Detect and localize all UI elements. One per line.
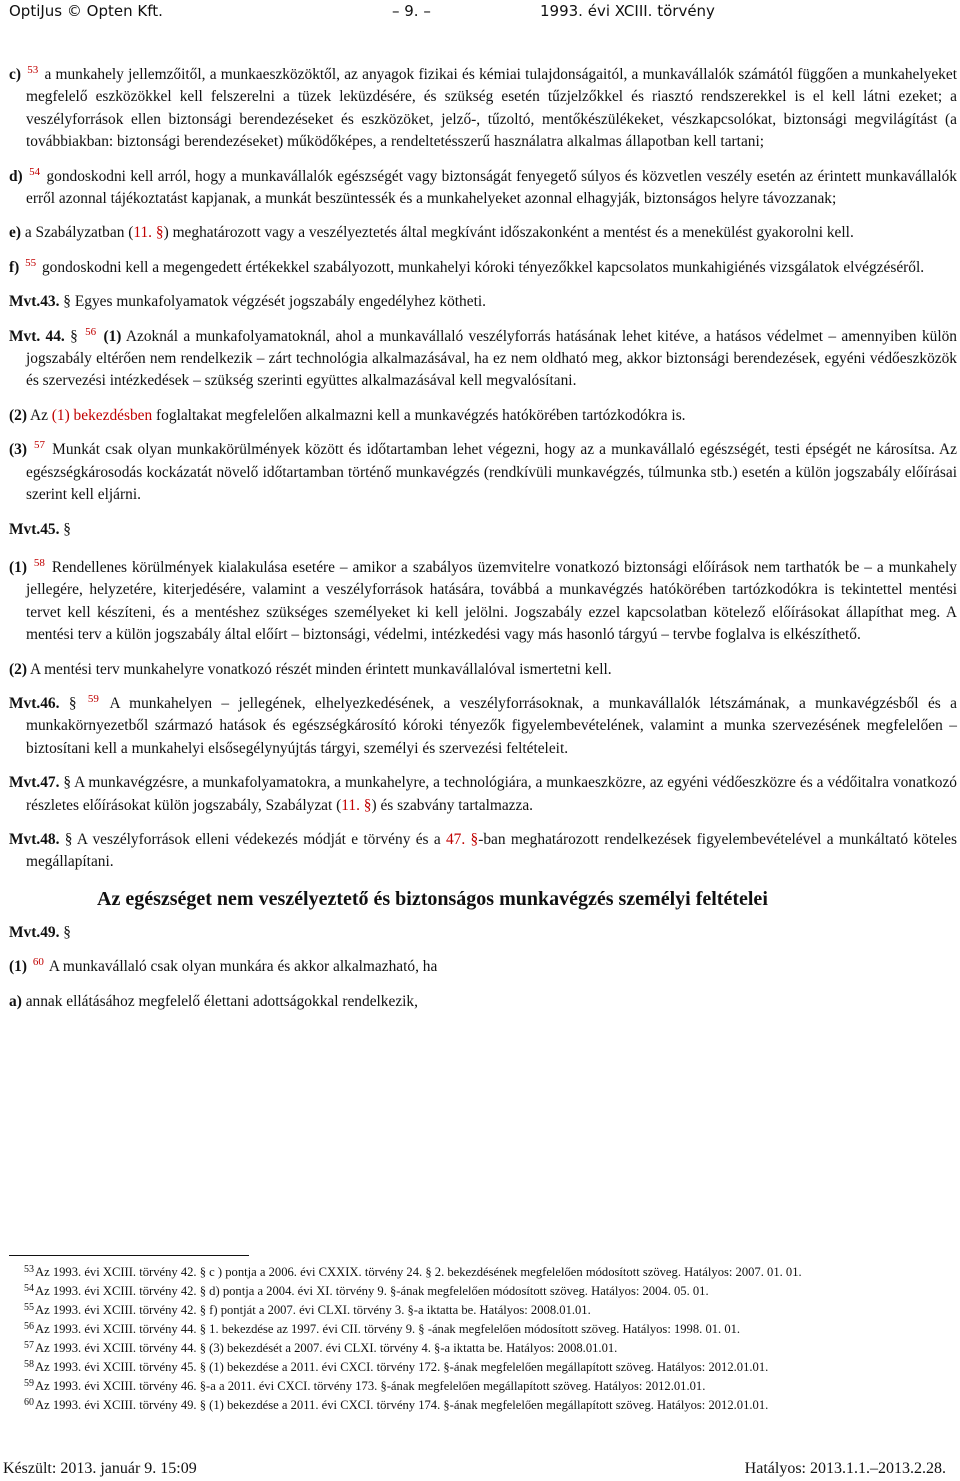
section-sign: § [63,923,71,941]
footnote-ref[interactable]: 60 [32,956,44,969]
section-46 [9,693,957,760]
section-sign: § [63,774,72,792]
paragraph-e [9,222,957,244]
footnote-text: Az 1993. évi XCIII. törvény 44. § (3) bekezdését a 2007. évi CLXI. törvény 4. §-a iktatta be. Hatályos: 2008.01.01. [35,1341,618,1355]
footnote-text: Az 1993. évi XCIII. törvény 42. § c ) pontja a 2006. évi CXXIX. törvény 24. § 2. bekezdésének megfelelően módosított szöveg. Hatályos: 2007. 01. 01. [35,1265,802,1279]
footnote-number: 60 [24,1397,34,1408]
footnote-ref[interactable]: 54 [29,165,41,178]
paragraph-f [9,257,957,279]
section-text: A munkahelyen – jellegének, elhelyezkedésének, a veszélyforrásoknak, a munkavállalók létszámának, a munkavégzésből és a munkakörnyezetből származó hatások és egészségkárosító kóroki tényezők figyelembevételének, valamint a munka szervezésének megfelelően – biztosítani kell a munkahelyi elsősegélynyújtás tárgyi, személyi és szervezési feltételeit. [26,694,957,757]
section-sign: § [64,830,73,848]
section-text: A mentési terv munkahelyre vonatkozó részét minden érintett munkavállalóval ismertetni kell. [29,660,612,678]
section-label: Mvt.48. [9,830,60,848]
section-text: Munkát csak olyan munkakörülmények között és időtartamban lehet végezni, hogy az a munkavállaló egészségét, testi épségét ne károsítsa. Az egészségkárosodás kockázatát növelő időtartamban történő munkavégzés (rendkívüli munkavégzés, túlmunka stb.) esetén a külön jogszabály előírásai szerint kell eljárni. [26,441,957,504]
footnote-text: Az 1993. évi XCIII. törvény 42. § f) pontját a 2007. évi CLXI. törvény 3. §-a iktatta be. Hatályos: 2008.01.01. [35,1303,591,1317]
section-label: Mvt.49. [9,923,60,941]
footnote [24,1339,960,1358]
subsection-label: (3) [9,441,27,459]
section-49-point-a [9,991,957,1013]
footnote [24,1263,960,1282]
section-44-para-3 [9,439,957,506]
section-44-para-1 [9,326,957,393]
subsection-label: (1) [9,558,27,576]
footnote-number: 57 [24,1340,34,1351]
footnote-divider [9,1255,249,1256]
section-49-para-1 [9,956,957,978]
section-text: Az [29,406,48,424]
section-45-heading [9,519,957,541]
section-44-para-2 [9,405,957,427]
para-text: a munkahely jellemzőitől, a munkaeszközöktől, az anyagok fizikai és kémiai tulajdonságaitól, a munkavállalók számától függően a munkahelyeket megfelelő eszközökkel kell felszerelni a tüzek leküzdésére, és szükség esetén tűzjelzőkkel és riasztó rendszerekkel is el kell látni ezeket; a veszélyforrások ellen biztonsági berendezéseket és eszközöket, jelző-, tűzoltó, mentőkészülékeket, vészkapcsolókat, biztonsági megvilágítást (a továbbiakban: biztonsági berendezéseket) működőképes, a rendeltetésszerű használatra alkalmas állapotban kell tartani; [26,66,957,151]
section-48 [9,829,957,874]
point-label: a) [9,992,22,1010]
section-45-para-1 [9,557,957,647]
footnotes [24,1263,960,1415]
footnote-ref[interactable]: 58 [33,556,45,569]
section-sign-link[interactable]: § [155,224,164,242]
header-publisher: OptiJus © Opten Kft. [9,2,163,20]
section-text-cont: ) és szabvány tartalmazza. [371,796,533,814]
subsection-label: (2) [9,406,27,424]
header-law-title: 1993. évi XCIII. törvény [540,2,715,20]
section-49-heading [9,922,957,944]
para-text: gondoskodni kell arról, hogy a munkavállalók egészségét vagy biztonságát fenyegető súlyos és közvetlen veszély esetén az érintett munkavállalók erről azonnal tájékoztatást kapjanak, a munkát beszüntessék és a munkahelyeket azonnal elhagyják, biztonságos helyre távozzanak; [26,167,957,208]
section-label: Mvt.43. [9,293,60,311]
section-sign: § [70,327,78,345]
footnote-ref[interactable]: 53 [27,64,39,76]
para-label: f) [9,258,20,276]
section-link[interactable]: 11. [133,224,153,242]
section-text: Rendellenes körülmények kialakulása esetére – amikor a szabályos üzemvitelre vonatkozó biztonsági előírások nem tarthatók be – a munkahely jellegére, helyzetére, kiterjedésére, valamint a veszélyforrások hatására, továbbá a munkavégzés hatókörében tartózkodókra is tekintettel mentési tervet kell készíteni, és a mentéshez szükséges személyeket ki kell jelölni. Jogszabály ezzel kapcsolatban kötelező előírásokat állapíthat meg. A mentési terv a külön jogszabály által előírt – biztonsági, védelmi, intézkedési vagy más hasonló tárgyú – tervbe foglalva is elkészíthető. [26,558,957,644]
chapter-title: Az egészséget nem veszélyeztető és biztonságos munkavégzés személyi feltételei [97,887,768,910]
section-sign: § [63,293,71,311]
section-link[interactable]: 11. [341,796,360,814]
document-body [9,64,957,1025]
footnote-text: Az 1993. évi XCIII. törvény 46. §-a a 2011. évi CXCI. törvény 173. §-ának megfelelően megállapított szöveg. Hatályos: 2012.01.01. [35,1379,706,1393]
section-text-cont: -ban meghatározott rendelkezések figyelembevételével a munkáltató köteles megállapítani. [26,830,958,871]
point-text: annak ellátásához megfelelő élettani adottságokkal rendelkezik, [25,992,418,1010]
footnote-text: Az 1993. évi XCIII. törvény 42. § d) pontja a 2004. évi XI. törvény 9. §-ának megfelelően módosított szöveg. Hatályos: 2004. 05. 01. [35,1284,709,1298]
footnote-number: 58 [24,1359,34,1370]
footnote-number: 56 [24,1321,34,1332]
section-label: Mvt.45. [9,520,60,538]
section-label: Mvt. 44. [9,327,65,345]
footnote-text: Az 1993. évi XCIII. törvény 44. § 1. bekezdése az 1997. évi CII. törvény 9. § -ának megfelelően módosított szöveg. Hatályos: 1998. 01. 01. [35,1322,741,1336]
footnote-text: Az 1993. évi XCIII. törvény 49. § (1) bekezdése a 2011. évi CXCI. törvény 174. §-ának megfelelően megállapított szöveg. Hatályos: 2012.01.01. [35,1398,769,1412]
footnote-number: 54 [24,1283,34,1294]
footnote-text: Az 1993. évi XCIII. törvény 45. § (1) bekezdése a 2011. évi CXCI. törvény 172. §-ának megfelelően megállapított szöveg. Hatályos: 2012.01.01. [35,1360,769,1374]
para-text: a Szabályzatban ( [24,224,134,242]
section-link[interactable]: 47. [445,830,466,848]
footnote [24,1358,960,1377]
para-text-cont: ) meghatározott vagy a veszélyeztetés által megkívánt időszakonként a mentést és a menekülést gyakorolni kell. [163,224,854,242]
header-page-number: – 9. – [392,2,431,20]
section-sign: § [68,694,77,712]
footnote-number: 59 [24,1378,34,1389]
section-text-cont: foglaltakat megfelelően alkalmazni kell a munkavégzés hatókörében tartózkodókra is. [156,406,686,424]
section-sign: § [63,520,71,538]
page-footer [0,1458,960,1480]
paragraph-link[interactable]: (1) bekezdésben [51,406,153,424]
footnote-ref[interactable]: 59 [87,692,99,705]
section-sign-link[interactable]: § [470,830,479,848]
section-text: A veszélyforrások elleni védekezés módját e törvény és a [76,830,441,848]
footnote-number: 55 [24,1302,34,1313]
paragraph-d [9,166,957,211]
footnote-ref[interactable]: 55 [25,256,37,269]
section-43 [9,291,957,313]
subsection-label: (1) [9,958,27,976]
footnote [24,1320,960,1339]
footnote [24,1396,960,1415]
section-text: A munkavállaló csak olyan munkára és akkor alkalmazható, ha [48,958,438,976]
para-text: gondoskodni kell a megengedett értékekkel szabályozott, munkahelyi kóroki tényezőkkel kapcsolatos munkahigiénés vizsgálatok elvégzéséről. [41,258,925,276]
footnote [24,1377,960,1396]
paragraph-c [9,64,957,154]
section-text: Egyes munkafolyamatok végzését jogszabály engedélyhez kötheti. [74,293,486,311]
section-text: Azoknál a munkafolyamatoknál, ahol a munkavállaló veszélyforrás hatásának lehet kitéve, a hatásos védelmet – amennyiben külön jogszabály eltérően nem rendelkezik – zárt technológia alkalmazásával, ha ez nem oldható meg, akkor biztonsági berendezések, egyéni védőeszközök és szervezési intézkedések – szükség szerinti együttes alkalmazásával kell megvalósítani. [26,327,957,390]
section-label: Mvt.47. [9,774,60,792]
footnote-number: 53 [24,1264,34,1275]
para-label: c) [9,66,21,83]
section-45-para-2 [9,659,957,681]
section-sign-link[interactable]: § [363,796,372,814]
section-47 [9,772,957,817]
footnote-ref[interactable]: 56 [85,325,97,338]
subsection-label: (2) [9,660,27,678]
para-label: d) [9,167,23,185]
footnote [24,1282,960,1301]
footnote [24,1301,960,1320]
section-label: Mvt.46. [9,694,60,712]
footnote-ref[interactable]: 57 [34,439,46,452]
page-header [0,0,960,22]
subsection-label: (1) [103,327,122,345]
para-label: e) [9,224,21,242]
section-text: A munkavégzésre, a munkafolyamatokra, a munkahelyre, a technológiára, a munkaeszközre, az egyéni védőeszközre és a védőitalra vonatkozó részletes előírásokat külön jogszabály, Szabályzat ( [26,774,957,814]
footer-effective-range: Hatályos: 2013.1.1.–2013.2.28. [744,1460,946,1477]
footer-created-date: Készült: 2013. január 9. 15:09 [3,1460,197,1477]
